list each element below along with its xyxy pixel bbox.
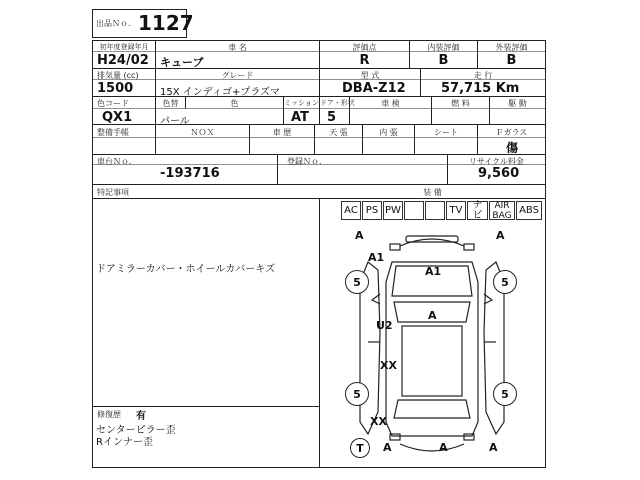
repair-line-2: Rインナー歪 <box>96 437 153 448</box>
equipment-item-tv: TV <box>446 201 466 220</box>
color-change-label: 色替 <box>162 99 179 108</box>
maintenance-book-label: 整備手帳 <box>97 128 129 137</box>
doors-shape-value: 5 <box>327 110 337 125</box>
ceiling-label: 天 張 <box>329 128 348 137</box>
exterior-grade-label: 外装評価 <box>495 43 528 52</box>
repair-history-value: 有 <box>136 411 146 422</box>
mileage-value: 57,715 Km <box>441 81 520 96</box>
damage-mark-left-door: U2 <box>376 319 393 332</box>
interior-grade-value: B <box>438 53 449 68</box>
model-code-label: 型 式 <box>360 71 380 80</box>
equipment-item-airbag: AIR BAG <box>489 201 515 220</box>
notes-text: ドアミラーカバー・ホイールカバーキズ <box>96 264 276 275</box>
first-registration-label: 初年度登録年月 <box>99 43 149 51</box>
damage-mark-front-right: A <box>496 229 505 242</box>
damage-mark-rear-center: A <box>439 441 448 454</box>
notes-label: 特記事項 <box>97 188 129 197</box>
seat-label: シート <box>434 128 458 137</box>
damage-mark-roof: A <box>428 309 437 322</box>
first-registration-value: H24/02 <box>97 53 149 68</box>
repair-line-1: センターピラー歪 <box>96 425 176 436</box>
damage-mark-left-rear: XX <box>380 359 397 372</box>
body-color-value: パール <box>160 116 190 127</box>
listing-label: 出品Ｎｏ． <box>96 19 136 28</box>
fuel-label: 燃 料 <box>451 99 470 108</box>
drive-label: 駆 動 <box>508 99 527 108</box>
interior-grade-label: 内装評価 <box>427 43 460 52</box>
score-value: R <box>359 53 370 68</box>
damage-mark-hood: A1 <box>425 265 442 278</box>
damage-mark-left-fender: A1 <box>368 251 385 264</box>
damage-mark-rear-left: A <box>383 441 392 454</box>
car-damage-diagram <box>320 222 544 466</box>
repair-history-label: 修復歴 <box>97 410 121 419</box>
spare-tire-mark: T <box>350 438 370 458</box>
displacement-value: 1500 <box>97 81 134 96</box>
nox-label: ＮＯＸ <box>190 128 215 137</box>
grade-label: グレード <box>221 71 254 80</box>
mileage-label: 走 行 <box>473 71 493 80</box>
mission-label: ミッション <box>284 99 319 107</box>
doors-shape-label: ドア・形状 <box>320 99 355 107</box>
wheel-rear-left-mark: 5 <box>345 382 369 406</box>
front-glass-value: 傷 <box>506 141 519 155</box>
recycle-fee-value: 9,560 <box>478 166 520 181</box>
chassis-number-value: -193716 <box>160 166 220 181</box>
wheel-front-right-mark: 5 <box>493 270 517 294</box>
equipment-item-ps: PS <box>362 201 382 220</box>
equipment-item-blank-2 <box>425 201 445 220</box>
equipment-item-abs: ABS <box>516 201 542 220</box>
vehicle-history-label: 車 歴 <box>272 128 292 137</box>
score-label: 評価点 <box>352 43 377 52</box>
vehicle-name-label: 車 名 <box>228 43 247 52</box>
grade-value: 15X インディゴ+プラズマ <box>160 87 280 98</box>
listing-number: 1127 <box>138 11 194 35</box>
vehicle-name-value: キューブ <box>160 56 204 69</box>
inner-panel-label: 内 張 <box>379 128 398 137</box>
body-top-outline <box>386 262 478 436</box>
damage-mark-front-left: A <box>355 229 364 242</box>
exterior-grade-value: B <box>506 53 517 68</box>
front-glass-label: Ｆガラス <box>495 128 528 137</box>
rear-bumper-outline <box>400 444 464 451</box>
registration-number-label: 登録Ｎｏ． <box>287 157 327 166</box>
equipment-item-blank-1 <box>404 201 424 220</box>
equipment-item-ac: AC <box>341 201 361 220</box>
damage-mark-rear-right: A <box>489 441 498 454</box>
body-color-label: 色 <box>230 99 239 108</box>
displacement-label: 排気量 (cc) <box>97 71 139 80</box>
wheel-front-left-mark: 5 <box>345 270 369 294</box>
equipment-item-pw: PW <box>383 201 403 220</box>
roof-outline <box>402 326 462 396</box>
damage-mark-left-rear-bumper: XX <box>370 415 387 428</box>
inspection-label: 車 検 <box>381 99 400 108</box>
chassis-number-label: 車台Ｎｏ． <box>97 157 137 166</box>
model-code-value: DBA-Z12 <box>342 81 406 96</box>
rear-glass-outline <box>394 400 470 418</box>
recycle-fee-label: リサイクル料金 <box>469 157 524 166</box>
color-code-value: QX1 <box>102 110 133 125</box>
equipment-label: 装 備 <box>423 188 442 197</box>
equipment-item-navi: ナビ <box>467 201 488 220</box>
mission-value: AT <box>291 110 309 125</box>
color-code-label: 色コード <box>97 99 129 108</box>
wheel-rear-right-mark: 5 <box>493 382 517 406</box>
